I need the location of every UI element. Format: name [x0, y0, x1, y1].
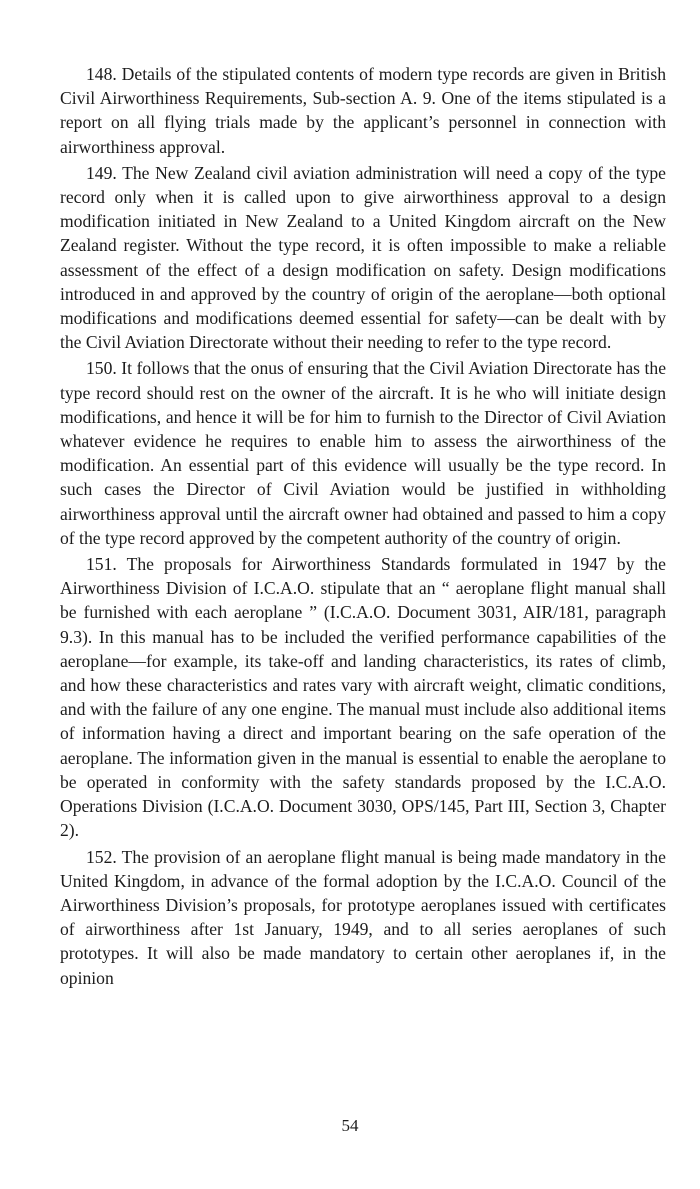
- page-body: [60, 62, 666, 992]
- page-number: 54: [341, 1116, 359, 1135]
- paragraph-150: 150. It follows that the onus of ensuring that the Civil Aviation Directorate has the type record should rest on the owner of the aircraft. It is he who will initiate design modifications, and hence it will be for him to furnish to the Director of Civil Aviation whatever evidence he requires to enable him to assess the airworthiness of the modification. An essential part of this evidence will usually be the type record. In such cases the Director of Civil Aviation would be justified in withholding airworthiness approval until the aircraft owner had obtained and passed to him a copy of the type record approved by the competent authority of the country of origin.: [60, 358, 666, 548]
- paragraph-151: 151. The proposals for Airworthiness Standards formulated in 1947 by the Airworthiness Division of I.C.A.O. stipulate that an “ aeroplane flight manual shall be furnished with each aeroplane ” (I.C.A.O. Document 3031, AIR/181, paragraph 9.3). In this manual has to be included the verified performance capabilities of the aeroplane—for example, its take-off and landing characteristics, its rates of climb, and how these characteristics and rates vary with aircraft weight, climatic conditions, and with the failure of any one engine. The manual must include also additional items of information having a direct and important bearing on the safe operation of the aeroplane. The information given in the manual is essential to enable the aeroplane to be operated in conformity with the safety standards proposed by the I.C.A.O. Operations Division (I.C.A.O. Document 3030, OPS/145, Part III, Section 3, Chapter 2).: [60, 554, 666, 841]
- paragraph-149: 149. The New Zealand civil aviation administration will need a copy of the type record only when it is called upon to give airworthiness approval to a design modification initiated in New Zealand to a United Kingdom aircraft on the New Zealand register. Without the type record, it is often impossible to make a reliable assessment of the effect of a design modification on safety. Design modifications introduced in and approved by the country of origin of the aeroplane—both optional modifications and modifications deemed essential for safety—can be dealt with by the Civil Aviation Directorate without their needing to refer to the type record.: [60, 162, 666, 353]
- paragraph-148: 148. Details of the stipulated contents of modern type records are given in British Civil Airworthiness Requirements, Sub-section A. 9. One of the items stipulated is a report on all flying trials made by the applicant’s personnel in connection with airworthiness approval.: [60, 64, 666, 157]
- paragraph-152: 152. The provision of an aeroplane flight manual is being made mandatory in the United Kingdom, in advance of the formal adoption by the I.C.A.O. Council of the Airworthiness Division’s proposals, for prototype aeroplanes issued with certificates of airworthiness after 1st January, 1949, and to all series aeroplanes of such prototypes. It will also be made mandatory to certain other aeroplanes if, in the opinion: [60, 846, 666, 988]
